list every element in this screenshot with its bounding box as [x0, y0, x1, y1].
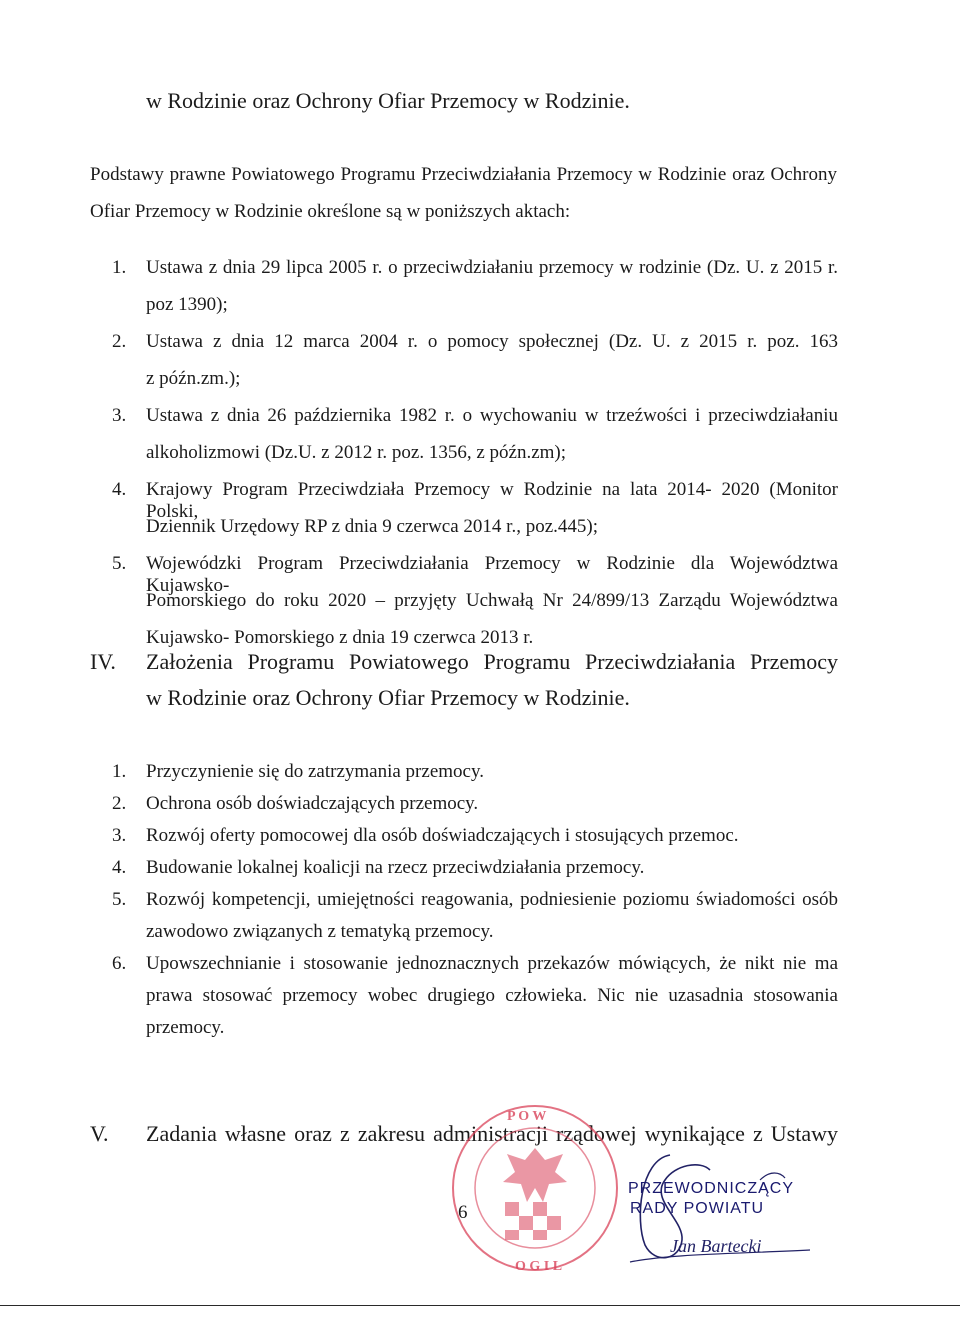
intro-line-1	[90, 164, 837, 186]
legal-act-number: 4.	[112, 479, 127, 500]
svg-text:O G I L: O G I L	[515, 1259, 563, 1274]
legal-act-text-line: Dziennik Urzędowy RP z dnia 9 czerwca 2014 r., poz.445);	[146, 516, 598, 537]
page-number: 6	[458, 1202, 468, 1223]
intro-text-1: Podstawy prawne Powiatowego Programu Przeciwdziałania Przemocy w Rodzinie oraz Ochrony	[90, 164, 837, 185]
signature-name: Jan Bartecki	[670, 1236, 762, 1256]
stamp-line-1: PRZEWODNICZĄCY	[628, 1180, 794, 1197]
section-4-numeral: IV.	[90, 649, 116, 674]
goal-number: 5.	[112, 889, 127, 910]
page-bottom-edge	[0, 1305, 960, 1306]
svg-text:P O W: P O W	[507, 1109, 547, 1124]
goal-number: 1.	[112, 761, 127, 782]
section-4-title-line-2: w Rodzinie oraz Ochrony Ofiar Przemocy w Rodzinie.	[146, 685, 630, 710]
goal-text-line: zawodowo związanych z tematyką przemocy.	[146, 921, 494, 942]
legal-act-text-line: Pomorskiego do roku 2020 – przyjęty Uchwałą Nr 24/899/13 Zarządu Województwa	[146, 590, 838, 611]
goal-number: 4.	[112, 857, 127, 878]
legal-act-number: 2.	[112, 331, 127, 352]
legal-act-text-line: z późn.zm.);	[146, 368, 241, 389]
goal-text-line: prawa stosować przemocy wobec drugiego człowieka. Nic nie uzasadnia stosowania	[146, 985, 838, 1006]
goal-text-line: Rozwój kompetencji, umiejętności reagowania, podniesienie poziomu świadomości osób	[146, 889, 838, 910]
legal-act-text-line: Wojewódzki Program Przeciwdziałania Przemocy w Rodzinie dla Województwa Kujawsko-	[146, 553, 838, 596]
legal-act-number: 3.	[112, 405, 127, 426]
legal-act-text-line: Ustawa z dnia 29 lipca 2005 r. o przeciwdziałaniu przemocy w rodzinie (Dz. U. z 2015 r.	[146, 257, 838, 278]
stamp-line-2: RADY POWIATU	[630, 1200, 765, 1217]
legal-act-text-line: Ustawa z dnia 12 marca 2004 r. o pomocy społecznej (Dz. U. z 2015 r. poz. 163	[146, 331, 838, 352]
goal-text-line: Budowanie lokalnej koalicji na rzecz przeciwdziałania przemocy.	[146, 857, 645, 878]
goal-number: 3.	[112, 825, 127, 846]
section-5-title-line-1: Zadania własne oraz z zakresu administracji rządowej wynikające z Ustawy	[146, 1121, 838, 1146]
goal-number: 2.	[112, 793, 127, 814]
legal-act-text-line: Krajowy Program Przeciwdziała Przemocy w Rodzinie na lata 2014- 2020 (Monitor Polski,	[146, 479, 838, 522]
legal-act-text-line: Ustawa z dnia 26 października 1982 r. o wychowaniu w trzeźwości i przeciwdziałaniu	[146, 405, 838, 426]
legal-act-text-line: alkoholizmowi (Dz.U. z 2012 r. poz. 1356, z późn.zm);	[146, 442, 567, 463]
legal-act-text-line: poz 1390);	[146, 294, 228, 315]
heading-continuation: w Rodzinie oraz Ochrony Ofiar Przemocy w Rodzinie.	[146, 88, 630, 113]
round-seal	[445, 1098, 625, 1278]
goal-text-line: przemocy.	[146, 1017, 225, 1038]
goal-text-line: Ochrona osób doświadczających przemocy.	[146, 793, 479, 814]
section-4-title-line-1: Założenia Programu Powiatowego Programu Przeciwdziałania Przemocy	[146, 649, 838, 674]
goal-text-line: Upowszechnianie i stosowanie jednoznacznych przekazów mówiących, że nikt nie ma	[146, 953, 838, 974]
intro-line-2: Ofiar Przemocy w Rodzinie określone są w poniższych aktach:	[90, 201, 571, 222]
chairman-stamp	[610, 1150, 825, 1270]
legal-act-number: 5.	[112, 553, 127, 574]
goal-text-line: Przyczynienie się do zatrzymania przemocy.	[146, 761, 484, 782]
section-5-numeral: V.	[90, 1121, 109, 1146]
legal-act-text-line: Kujawsko- Pomorskiego z dnia 19 czerwca 2013 r.	[146, 627, 534, 648]
goal-text-line: Rozwój oferty pomocowej dla osób doświadczających i stosujących przemoc.	[146, 825, 739, 846]
goal-number: 6.	[112, 953, 127, 974]
legal-act-number: 1.	[112, 257, 127, 278]
